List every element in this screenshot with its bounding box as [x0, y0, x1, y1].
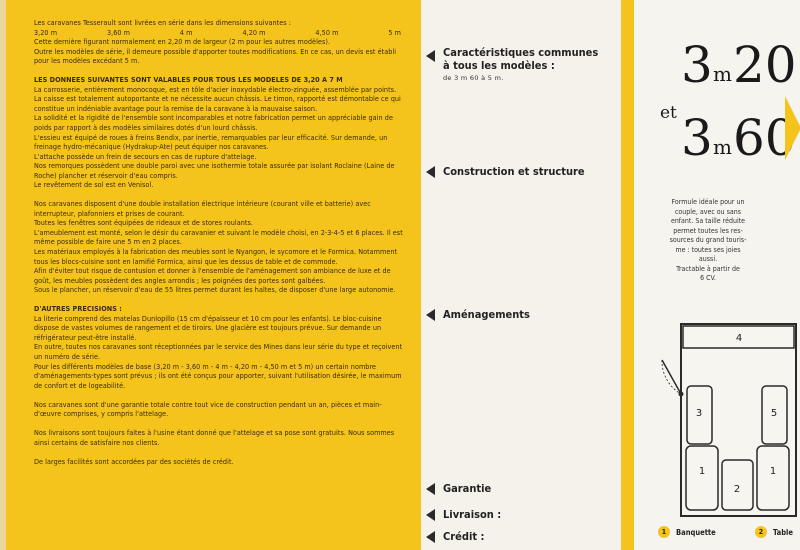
para-garantie: Nos caravanes sont d'une garantie totale contre tout vice de construction pendant un an, pièces et main-d'œuvre comprises, y compris l'attelage. — [34, 399, 382, 419]
para-essieu: L'essieu est équipé de roues à freins Bendix, par inertie, remarquables par leur efficacité. Sur demande, un freinage hydro-mécanique (Hydrakup-Ate) peut équiper nos caravanes. — [34, 132, 388, 152]
para-carrosserie: La carrosserie, entièrement monocoque, est en tôle d'acier inoxydable électro-zinguée, assemblée par points. La caisse est totalement autoportante et ne nécessite aucun châssis. Le timon, rapporté est démontable ce qui constitue un indéniable avantage pour la remise de la caravane à la mauvaise saison. — [34, 84, 401, 113]
description-line: Tractable à partir de — [676, 264, 740, 273]
legend-label: Table — [773, 527, 793, 537]
para-electricite: Nos caravanes disposent d'une double installation électrique intérieure (courant ville et batterie) avec interrupteur, plafonniers et prises de courant. — [34, 199, 371, 218]
dimension-item: 4 m — [179, 27, 193, 37]
para-modeles-base: Pour les différents modèles de base (3,20 m - 3,60 m - 4 m - 4,20 m - 4,50 m et 5 m) un certain nombre d'aménagements-types sont prévus ; ils ont été conçus pour apporter, suivant l'utilisation désirée, le maximum de confort et de logeabilité. — [34, 361, 402, 390]
dimension-item: 5 m — [388, 27, 401, 37]
para-ameublement: L'ameublement est monté, selon le désir du caravanier et suivant le modèle choisi, en 2-3-4-5 et 6 places. Il est même possible de faire une 5 m en 2 places. — [34, 227, 403, 247]
legend-label: Banquette — [676, 527, 716, 537]
page-fold-shadow — [0, 0, 6, 550]
description-line: couple, avec ou sans — [674, 207, 742, 216]
description-line: enfant. Sa taille réduite — [670, 217, 746, 225]
section-garantie — [426, 482, 616, 495]
para-dimensions-intro: Les caravanes Tesserault sont livrées en série dans les dimensions suivantes : — [34, 18, 291, 27]
yellow-divider-strip — [621, 0, 634, 550]
furniture-label: 2 — [733, 484, 741, 495]
furniture-label: 4 — [735, 333, 743, 344]
para-credit: De larges facilités sont accordées par des sociétés de crédit. — [34, 456, 234, 466]
pointer-triangle-icon — [426, 50, 435, 62]
model-description — [650, 198, 766, 284]
section-credit — [426, 530, 616, 543]
pointer-triangle-icon — [426, 483, 435, 495]
size-3m60-decimal: 60 — [733, 109, 797, 167]
section-construction — [426, 165, 616, 178]
section-title: Aménagements — [443, 308, 530, 321]
door-hinge — [679, 392, 684, 397]
para-materiaux: Les matériaux employés à la fabrication des meubles sont le Nyangon, le sycomore et le Formica. Notamment tous les blocs-cuisine sont en lamifié Formica, ainsi que les dessus de table et de commode. — [34, 247, 398, 266]
size-3m60-unit: m — [713, 135, 732, 159]
para-literie: La literie comprend des matelas Dunlopillo (15 cm d'épaisseur et 10 cm pour les enfants). Le bloc-cuisine dispose de vastes volumes de rangement et de tiroirs. Une glacière est toujours prévue. Sur demande un réfrigérateur peut-être installé. — [34, 313, 382, 342]
size-3m20-number: 3 — [681, 36, 713, 94]
dimension-item: 3,20 m — [34, 27, 58, 37]
section-subtitle: de 3 m 60 à 5 m. — [443, 74, 504, 82]
section-title: Construction et structure — [443, 165, 585, 178]
legend-number-badge: 1 — [658, 526, 670, 538]
size-3m20-decimal: 20 — [733, 36, 797, 94]
para-solidite: La solidité et la rigidité de l'ensemble sont incomparables et notre fabrication permet un appréciable gain de poids par rapport à des modèles similaires dotés d'un lourd châssis. — [34, 113, 393, 132]
description-line: me : toutes ses joies — [675, 245, 741, 254]
para-modifications: Outre les modèles de série, il demeure possible d'apporter toutes modifications. En ce cas, un devis est établi pour les modèles excédant 5 m. — [34, 46, 397, 66]
dimensions-list — [34, 28, 403, 38]
section-livraison — [426, 508, 616, 521]
size-3m60-number: 3 — [681, 109, 713, 167]
description-line: sources du grand touris- — [669, 236, 747, 244]
size-conjunction: et — [660, 103, 677, 123]
heading-common-data: LES DONNEES SUIVANTES SONT VALABLES POUR TOUS LES MODELES DE 3,20 A 7 M — [34, 75, 343, 85]
furniture-1-left — [686, 446, 718, 510]
description-line: aussi. — [698, 255, 718, 263]
para-livraison: Nos livraisons sont toujours faites à l'usine étant donné que l'attelage et sa pose sont gratuits. Nous sommes ainsi certains de satisfaire nos clients. — [34, 428, 395, 447]
legend-item-banquette — [658, 526, 716, 538]
legend-item-table — [755, 526, 793, 538]
para-fenetres: Toutes les fenêtres sont équipées de rideaux et de stores roulants. — [34, 218, 253, 228]
pointer-triangle-icon — [426, 309, 435, 321]
body-text — [34, 18, 403, 466]
para-paroi: Nos remorques possèdent une double paroi avec une isothermie totale assurée par isolant Roclaine (Laine de Roche) plancher et réservoir d'eau compris. — [34, 161, 395, 180]
furniture-1-right — [757, 446, 789, 510]
para-attache: L'attache possède un frein de secours en cas de rupture d'attelage. — [34, 151, 257, 161]
para-width-note: Cette dernière figurant normalement en 2,20 m de largeur (2 m pour les autres modèles). — [34, 37, 331, 47]
pointer-triangle-icon — [426, 531, 435, 543]
pointer-triangle-icon — [426, 509, 435, 521]
section-index-column — [421, 0, 621, 550]
description-line: permet toutes les res- — [673, 226, 743, 235]
dimension-item: 3,60 m — [106, 27, 130, 37]
dimension-item: 4,20 m — [242, 27, 266, 37]
heading-precisions: D'AUTRES PRECISIONS : — [34, 304, 122, 314]
section-title: Caractéristiques communes — [443, 46, 599, 59]
section-title: Garantie — [443, 482, 492, 495]
dimension-item: 4,50 m — [315, 27, 339, 37]
section-title-line2: à tous les modèles : — [443, 59, 555, 72]
furniture-label: 3 — [695, 408, 703, 419]
section-title: Livraison : — [443, 508, 502, 521]
description-line: 6 CV. — [700, 274, 716, 282]
furniture-label: 1 — [769, 466, 777, 477]
pointer-arrow-icon — [785, 96, 800, 160]
legend-number-badge: 2 — [755, 526, 767, 538]
caravan-floor-plan — [650, 318, 800, 518]
para-angles: Afin d'éviter tout risque de contusion et donner à l'ensemble de l'aménagement son ambiance de luxe et de goût, les meubles possèdent des angles arrondis ; les poignées des portes sont galbées. — [34, 266, 391, 285]
description-line: Formule idéale pour un — [671, 198, 745, 206]
para-reservoir: Sous le plancher, un réservoir d'eau de 55 litres permet durant les haltes, de disposer d'une large autonomie. — [34, 285, 396, 295]
furniture-label: 1 — [698, 466, 706, 477]
door-swing-line — [662, 360, 681, 394]
section-caracteristiques — [426, 46, 616, 82]
para-mines: En outre, toutes nos caravanes sont réceptionnées par le service des Mines dans leur série du type et reçoivent un numéro de série. — [34, 342, 403, 361]
section-title: Crédit : — [443, 530, 485, 543]
pointer-triangle-icon — [426, 166, 435, 178]
section-amenagements — [426, 308, 616, 321]
furniture-label: 5 — [770, 408, 778, 419]
para-sol: Le revêtement de sol est en Venisol. — [34, 180, 154, 190]
size-3m20-unit: m — [713, 62, 732, 86]
